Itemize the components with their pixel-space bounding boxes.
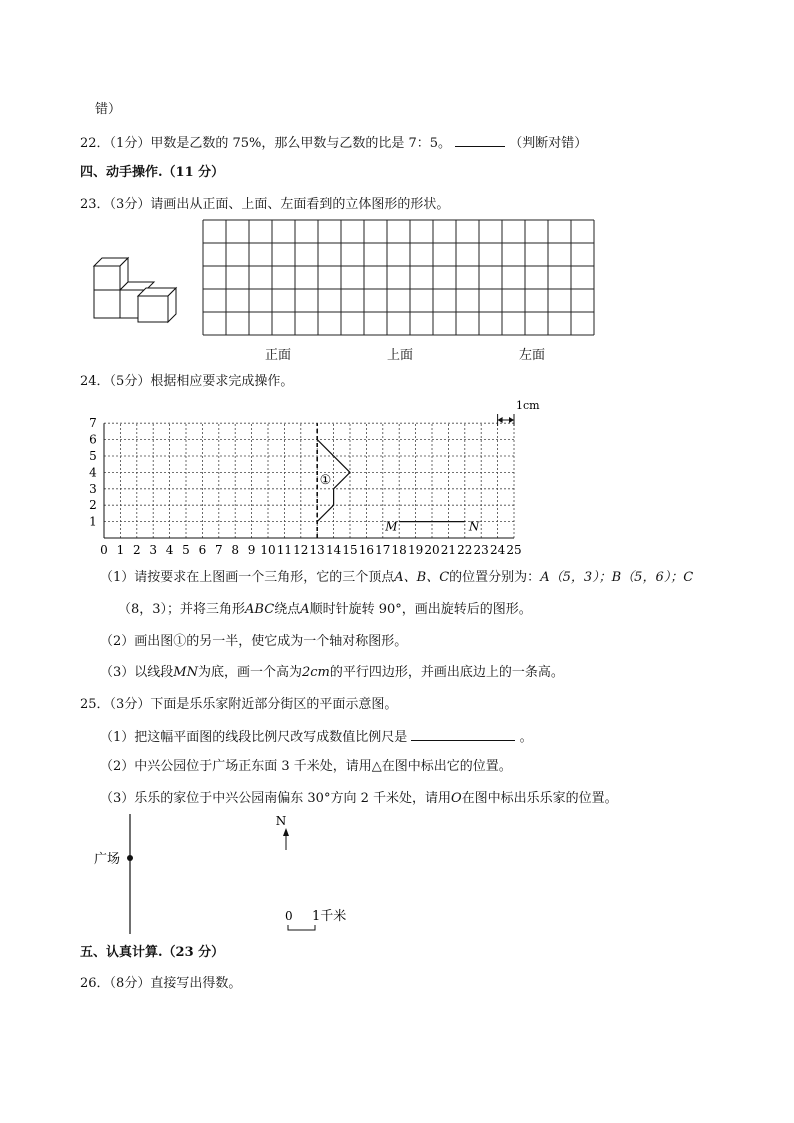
y-tick-label: 2	[89, 498, 97, 513]
q25-p3-c: 在图中标出乐乐家的位置。	[461, 791, 618, 806]
scale-zero-label: 0	[285, 909, 293, 923]
x-tick-label: 9	[247, 543, 256, 557]
q22-text: 22．（1分）甲数是乙数的 75%，那么甲数与乙数的比是 7：5。	[80, 136, 452, 151]
view-drawing-grid[interactable]	[202, 219, 596, 337]
q24-p1-line1	[100, 570, 693, 586]
q24-p3-b: MN	[173, 665, 198, 680]
x-tick-label: 25	[506, 543, 522, 557]
q25-ratio-blank[interactable]	[411, 728, 515, 741]
x-tick-label: 13	[309, 543, 325, 557]
x-tick-label: 12	[293, 543, 309, 557]
x-tick-label: 6	[198, 543, 207, 557]
x-tick-label: 8	[231, 543, 240, 557]
q24-text: 24．（5分）根据相应要求完成操作。	[80, 374, 294, 389]
q24-p1-line2	[118, 602, 532, 618]
x-tick-label: 21	[440, 543, 457, 557]
q25-p2: （2）中兴公园位于广场正东面 3 千米处，请用△在图中标出它的位置。	[100, 759, 512, 774]
x-tick-label: 16	[358, 543, 375, 557]
q25-p1-end: 。	[519, 730, 533, 745]
arrow-left-icon	[498, 417, 503, 423]
y-tick-label: 5	[89, 449, 97, 463]
y-tick-label: 4	[89, 465, 97, 480]
q24-p3-e: 的平行四边形，并画出底边上的一条高。	[329, 665, 564, 680]
y-tick-label: 3	[89, 481, 97, 496]
q24-p3	[100, 665, 564, 681]
q22	[80, 134, 587, 152]
x-tick-label: 7	[214, 543, 223, 557]
coordinate-grid[interactable]	[85, 396, 545, 564]
q25-p1-text: （1）把这幅平面图的线段比例尺改写成数值比例尺是	[100, 730, 408, 745]
x-tick-label: 20	[424, 543, 440, 557]
figure-1-label: ①	[319, 472, 332, 488]
section4-title: 四、动手操作.（11 分）	[80, 165, 225, 180]
scale-bar	[288, 925, 315, 930]
q24-p1-d: A（5，3）；B（5，6）；C	[540, 570, 694, 585]
point-m-label: M	[385, 519, 398, 534]
q22-suffix: （判断对错）	[509, 136, 588, 151]
square-label: 广场	[94, 852, 121, 867]
q24-p3-c: 为底，画一个高为	[197, 665, 302, 680]
x-tick-label: 5	[182, 543, 190, 557]
q26-text: 26．（8分）直接写出得数。	[80, 976, 242, 991]
q24-p1-b: A、B、C	[394, 570, 450, 585]
section5-title: 五、认真计算.（23 分）	[80, 945, 225, 960]
front-view-label: 正面	[265, 348, 292, 363]
x-tick-label: 11	[276, 543, 293, 557]
x-tick-label: 1	[116, 543, 125, 557]
scale-1cm-label: 1cm	[516, 399, 540, 412]
x-tick-label: 22	[457, 543, 473, 557]
cube-figure	[88, 256, 182, 324]
arrow-right-icon	[509, 417, 514, 423]
q22-answer-blank[interactable]	[455, 134, 505, 147]
q21-tail: 错）	[95, 102, 122, 117]
q24-p1-e: （8，3）；并将三角形	[118, 602, 246, 617]
point-n-label: N	[468, 519, 480, 534]
y-tick-label: 1	[89, 514, 97, 529]
q24-p2: （2）画出图①的另一半，使它成为一个轴对称图形。	[100, 634, 408, 649]
y-tick-label: 7	[89, 416, 97, 431]
q23-text: 23．（3分）请画出从正面、上面、左面看到的立体图形的形状。	[80, 197, 450, 212]
x-tick-label: 3	[149, 543, 158, 557]
left-view-label: 左面	[519, 348, 546, 363]
x-tick-label: 14	[325, 543, 342, 557]
q24-p1-a: （1）请按要求在上图画一个三角形，它的三个顶点	[100, 570, 395, 585]
q25-p1	[100, 728, 533, 746]
scale-km-label: 1千米	[312, 909, 347, 924]
x-tick-label: 15	[342, 543, 358, 557]
q25-p3	[100, 791, 618, 807]
q24-p1-h: A	[300, 602, 310, 617]
north-arrow-head-icon	[283, 828, 289, 836]
x-tick-label: 24	[489, 543, 506, 557]
q24-p3-d: 2cm	[301, 665, 330, 680]
q24-p1-g: 绕点	[274, 602, 301, 617]
q24-p1-i: 顺时针旋转 90°，画出旋转后的图形。	[309, 602, 532, 617]
x-tick-label: 4	[165, 543, 174, 557]
x-tick-label: 19	[407, 543, 424, 557]
q24-p3-a: （3）以线段	[100, 665, 174, 680]
north-label: N	[275, 814, 287, 828]
x-tick-label: 17	[375, 543, 391, 557]
x-tick-label: 18	[391, 543, 407, 557]
square-point	[127, 855, 133, 861]
x-tick-label: 23	[473, 543, 489, 557]
x-tick-label: 2	[132, 543, 141, 557]
q25-text: 25．（3分）下面是乐乐家附近部分街区的平面示意图。	[80, 697, 398, 712]
q24-p1-c: 的位置分别为：	[449, 570, 541, 585]
x-tick-label: 0	[100, 543, 108, 557]
q25-p3-b: O	[450, 791, 462, 806]
street-map[interactable]	[90, 812, 370, 936]
q25-p3-a: （3）乐乐的家位于中兴公园南偏东 30°方向 2 千米处，请用	[100, 791, 451, 806]
x-tick-label: 10	[260, 543, 276, 557]
q24-p1-f: ABC	[245, 602, 275, 617]
y-tick-label: 6	[89, 432, 97, 447]
top-view-label: 上面	[387, 348, 414, 363]
